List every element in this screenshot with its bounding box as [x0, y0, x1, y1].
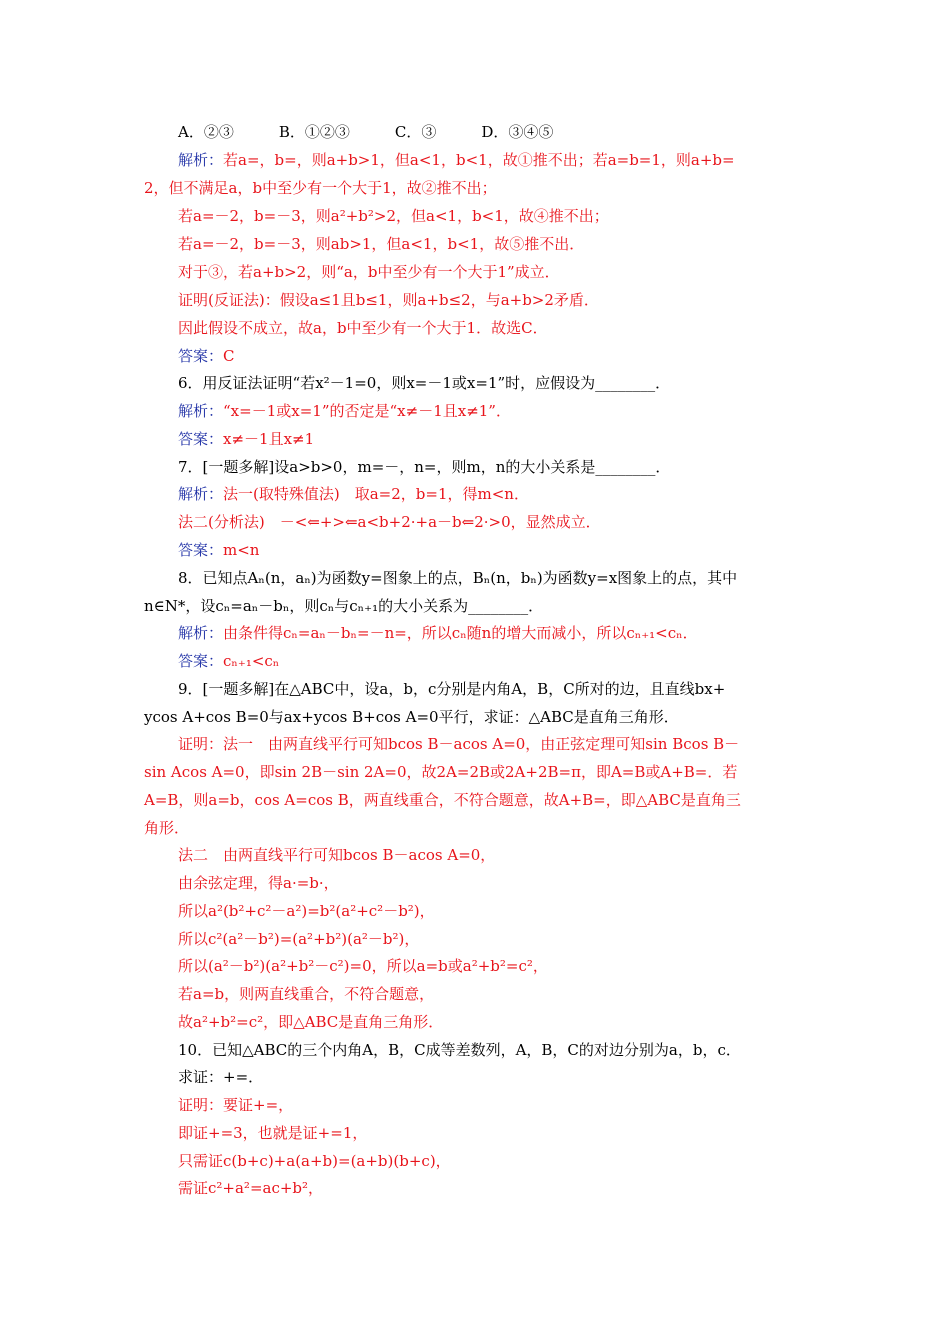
text-line: 6．用反证法证明“若x²－1=0，则x=－1或x=1”时，应假设为________．: [178, 374, 671, 392]
line-label: 解析：: [178, 402, 224, 420]
text-line: 所以(a²－b²)(a²+b²－c²)=0，所以a=b或a²+b²=c²，: [178, 957, 548, 975]
text-line: 所以a²(b²+c²－a²)=b²(a²+c²－b²)，: [178, 902, 435, 920]
text-line: 由余弦定理，得a·=b·，: [178, 874, 339, 892]
text-line: 9．[一题多解]在△ABC中，设a，b，c分别是内角A，B，C所对的边，且直线bx+: [178, 680, 726, 698]
text-line: 答案：x≠－1且x≠1: [178, 430, 315, 448]
text-line: ycos A+cos B=0与ax+ycos B+cos A=0平行，求证：△ABC是直角三角形．: [144, 708, 679, 726]
text-line: 答案：cₙ₊₁<cₙ: [178, 652, 280, 670]
text-line: 证明：要证+=，: [178, 1096, 294, 1114]
text-line: 求证：+=．: [178, 1068, 264, 1086]
text-line: A．②③ B．①②③ C．③ D．③④⑤: [178, 123, 554, 141]
text-line: 角形．: [144, 819, 190, 837]
text-line: 所以c²(a²－b²)=(a²+b²)(a²－b²)，: [178, 930, 420, 948]
text-line: 答案：m<n: [178, 541, 260, 559]
text-line: 只需证c(b+c)+a(a+b)=(a+b)(b+c)，: [178, 1152, 451, 1170]
text-line: 解析：“x=－1或x=1”的否定是“x≠－1且x≠1”．: [178, 402, 511, 420]
text-line: 因此假设不成立，故a，b中至少有一个大于1．故选C．: [178, 319, 548, 337]
text-line: 7．[一题多解]设a>b>0，m=－，n=，则m，n的大小关系是________．: [178, 458, 671, 476]
text-line: n∈N*，设cₙ=aₙ－bₙ，则cₙ与cₙ₊₁的大小关系为________．: [144, 597, 544, 615]
text-line: sin Acos A=0，即sin 2B－sin 2A=0，故2A=2B或2A+2B=π，即A=B或A+B=．若: [144, 763, 738, 781]
line-label: 答案：: [178, 430, 224, 448]
text-line: 解析：法一(取特殊值法) 取a=2，b=1，得m<n．: [178, 485, 529, 503]
text-line: 若a=b，则两直线重合，不符合题意，: [178, 985, 435, 1003]
text-line: 解析：由条件得cₙ=aₙ－bₙ=－n=，所以cₙ随n的增大而减小，所以cₙ₊₁<cₙ．: [178, 624, 698, 642]
text-line: 8．已知点Aₙ(n，aₙ)为函数y=图象上的点，Bₙ(n，bₙ)为函数y=x图象上的点，其中: [178, 569, 738, 587]
line-label: 解析：: [178, 624, 224, 642]
text-line: 证明(反证法)：假设a≤1且b≤1，则a+b≤2，与a+b>2矛盾．: [178, 291, 599, 309]
text-line: 2，但不满足a，b中至少有一个大于1，故②推不出；: [144, 179, 497, 197]
line-label: 解析：: [178, 485, 224, 503]
text-line: 法二 由两直线平行可知bcos B－acos A=0，: [178, 846, 496, 864]
text-line: A=B，则a=b，cos A=cos B，两直线重合，不符合题意，故A+B=，即△ABC是直角三: [144, 791, 741, 809]
text-line: 需证c²+a²=ac+b²，: [178, 1179, 324, 1197]
text-line: 若a=－2，b=－3，则a²+b²>2，但a<1，b<1，故④推不出；: [178, 207, 609, 225]
line-label: 答案：: [178, 652, 224, 670]
line-label: 解析：: [178, 151, 224, 169]
text-line: 对于③，若a+b>2，则“a，b中至少有一个大于1”成立．: [178, 263, 560, 281]
text-line: 若a=－2，b=－3，则ab>1，但a<1，b<1，故⑤推不出．: [178, 235, 585, 253]
text-line: 10．已知△ABC的三个内角A，B，C成等差数列，A，B，C的对边分别为a，b，c．: [178, 1041, 741, 1059]
text-line: 故a²+b²=c²，即△ABC是直角三角形．: [178, 1013, 444, 1031]
text-line: 证明：法一 由两直线平行可知bcos B－acos A=0，由正弦定理可知sin Bcos B－: [178, 735, 740, 753]
text-line: 解析：若a=，b=，则a+b>1，但a<1，b<1，故①推不出；若a=b=1，则a+b=: [178, 151, 735, 169]
text-line: 答案：C: [178, 347, 235, 365]
text-line: 即证+=3，也就是证+=1，: [178, 1124, 368, 1142]
text-line: 法二(分析法) －<⇐+>⇐a<b+2·+a－b⇐2·>0，显然成立．: [178, 513, 601, 531]
line-label: 答案：: [178, 541, 224, 559]
line-label: 答案：: [178, 347, 224, 365]
